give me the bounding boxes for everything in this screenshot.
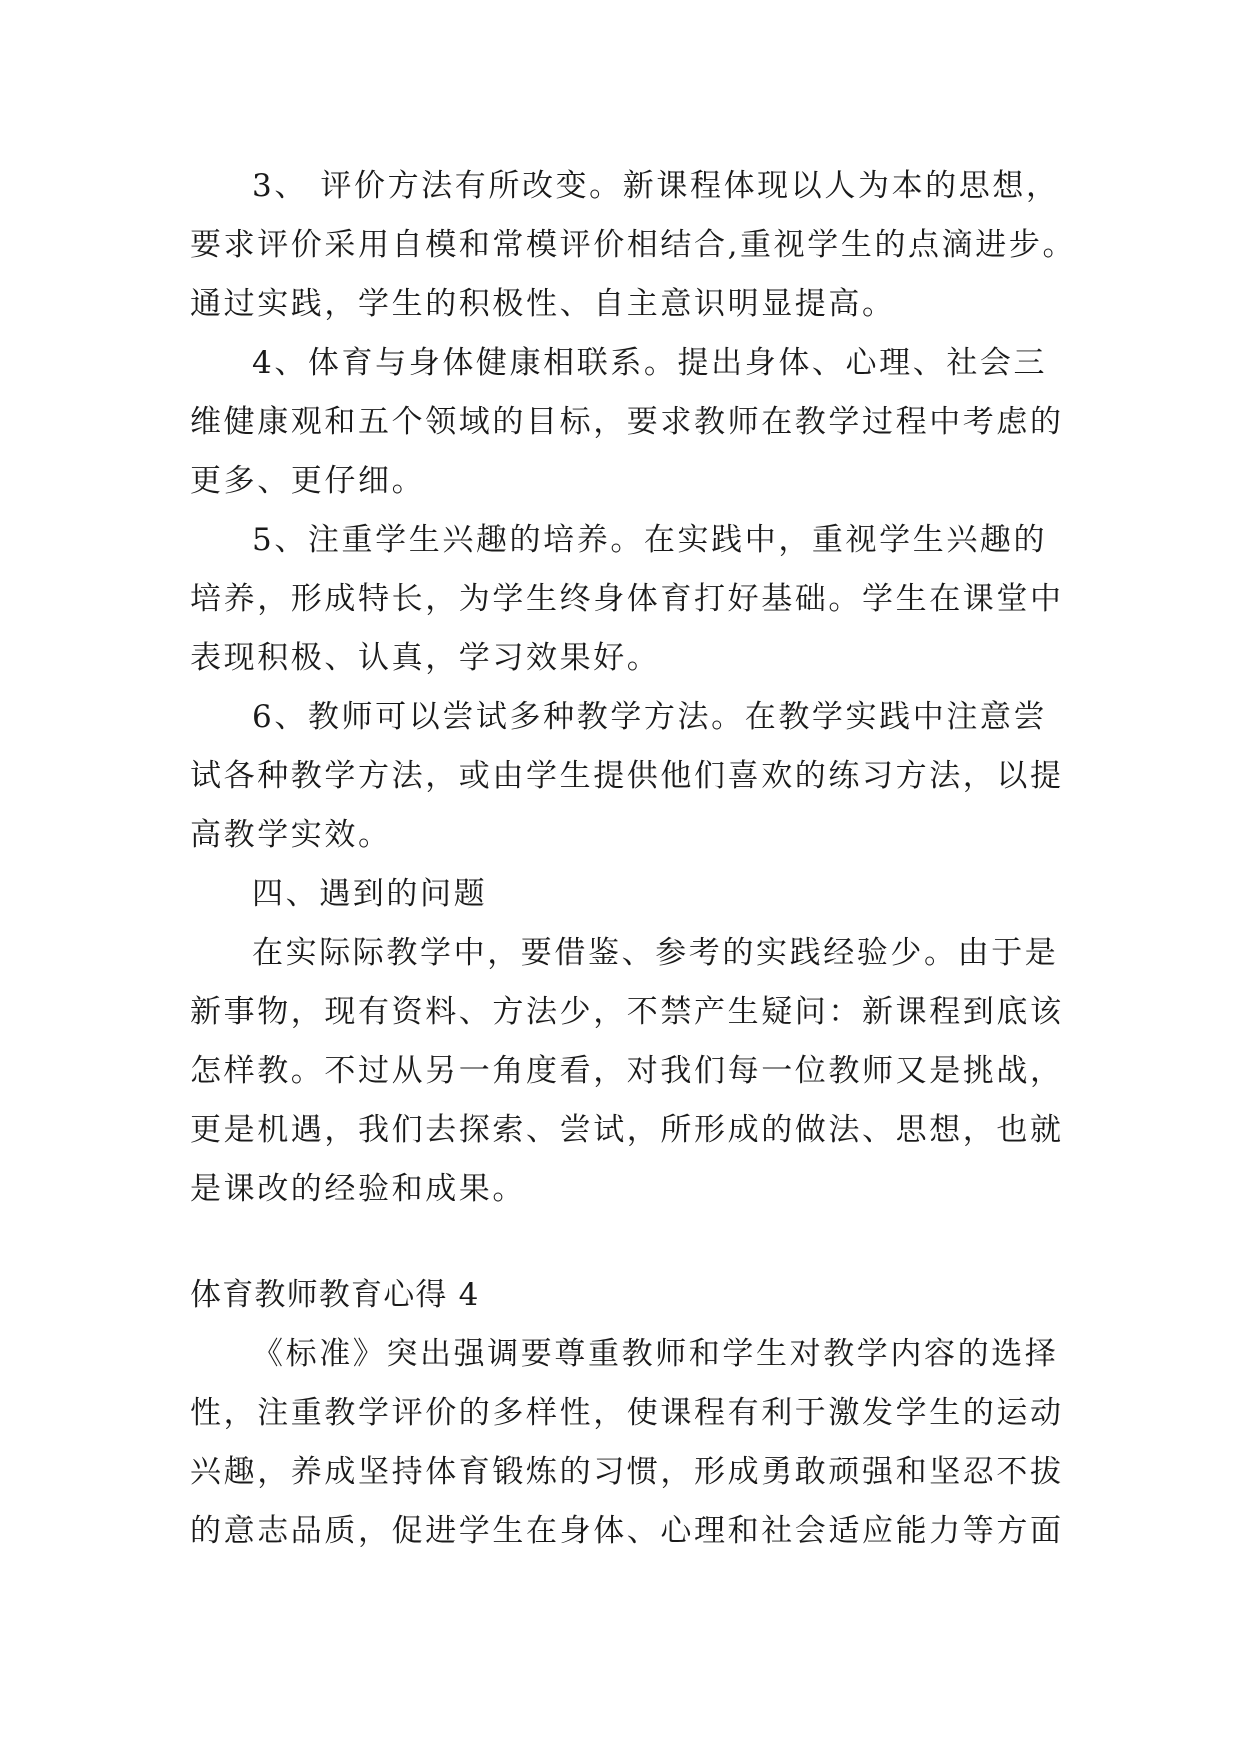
section-heading-problems: 四、遇到的问题 [252,876,488,912]
paragraph-problems-line-2: 新事物，现有资料、方法少，不禁产生疑问：新课程到底该 [190,994,1064,1030]
paragraph-problems-line-5: 是课改的经验和成果。 [190,1171,526,1207]
paragraph-problems-line-4: 更是机遇，我们去探索、尝试，所形成的做法、思想，也就 [190,1112,1064,1148]
paragraph-3-line-1: 3、 评价方法有所改变。新课程体现以人为本的思想， [252,168,1060,204]
paragraph-6-line-3: 高教学实效。 [190,817,392,853]
paragraph-standard-line-4: 的意志品质，促进学生在身体、心理和社会适应能力等方面 [190,1513,1064,1549]
paragraph-4-line-3: 更多、更仔细。 [190,463,426,499]
paragraph-3-line-2: 要求评价采用自模和常模评价相结合,重视学生的点滴进步。 [190,227,1077,263]
paragraph-standard-line-2: 性，注重教学评价的多样性，使课程有利于激发学生的运动 [190,1395,1064,1431]
article-title: 体育教师教育心得 4 [190,1277,480,1313]
paragraph-standard-line-1: 《标准》突出强调要尊重教师和学生对教学内容的选择 [252,1336,1059,1372]
paragraph-standard-line-3: 兴趣，养成坚持体育锻炼的习惯，形成勇敢顽强和坚忍不拔 [190,1454,1064,1490]
paragraph-problems-line-1: 在实际际教学中，要借鉴、参考的实践经验少。由于是 [252,935,1059,971]
paragraph-3-line-3: 通过实践，学生的积极性、自主意识明显提高。 [190,286,896,322]
paragraph-5-line-3: 表现积极、认真，学习效果好。 [190,640,661,676]
paragraph-5-line-2: 培养，形成特长，为学生终身体育打好基础。学生在课堂中 [190,581,1064,617]
paragraph-5-line-1: 5、注重学生兴趣的培养。在实践中，重视学生兴趣的 [252,522,1048,558]
paragraph-problems-line-3: 怎样教。不过从另一角度看，对我们每一位教师又是挑战， [190,1053,1064,1089]
paragraph-4-line-2: 维健康观和五个领域的目标，要求教师在教学过程中考虑的 [190,404,1064,440]
paragraph-4-line-1: 4、体育与身体健康相联系。提出身体、心理、社会三 [252,345,1048,381]
paragraph-6-line-1: 6、教师可以尝试多种教学方法。在教学实践中注意尝 [252,699,1048,735]
paragraph-6-line-2: 试各种教学方法，或由学生提供他们喜欢的练习方法，以提 [190,758,1064,794]
